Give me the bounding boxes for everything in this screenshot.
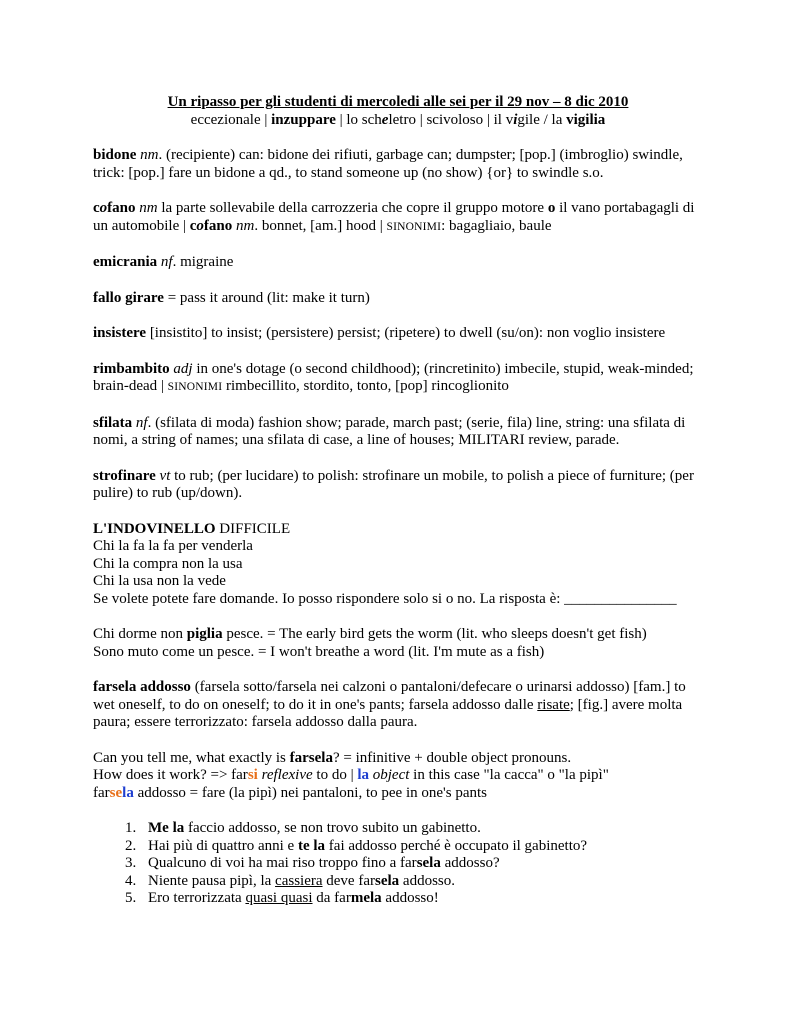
entry-term: farsela addosso bbox=[93, 679, 191, 695]
object-pronoun-highlight: la bbox=[122, 784, 134, 801]
entry-pos: vt bbox=[155, 467, 171, 484]
example-text: Hai più di quattro anni e bbox=[148, 837, 298, 854]
document-subtitle bbox=[93, 112, 703, 130]
example-text: Ero terrorizzata bbox=[148, 890, 246, 906]
explanation-line bbox=[93, 750, 703, 768]
example-pronoun: sela bbox=[416, 855, 441, 871]
entry-definition: il vano portabagagli di un automobile | bbox=[93, 200, 695, 234]
entry-term: fallo girare bbox=[93, 289, 164, 306]
entry-sfilata bbox=[93, 415, 703, 450]
underlined-word: risate bbox=[537, 696, 570, 713]
subtitle-text: eccezionale | bbox=[190, 111, 272, 128]
entry-emicrania bbox=[93, 254, 703, 272]
subtitle-stress-letter: e bbox=[381, 111, 389, 128]
entry-definition: in one's dotage (o second childhood); (rincretinito) imbecile, stupid, weak-minded; brain-dead | bbox=[93, 360, 694, 394]
proverb-keyword: piglia bbox=[186, 626, 223, 642]
proverbs-section bbox=[93, 626, 703, 661]
riddle-title bbox=[93, 521, 703, 539]
entry-term: insistere bbox=[93, 325, 147, 341]
example-text: addosso? bbox=[440, 855, 500, 871]
entry-bidone bbox=[93, 147, 703, 182]
riddle-line: Chi la fa la fa per venderla bbox=[93, 538, 253, 554]
explanation-text: in this case "la cacca" o "la pipì" bbox=[409, 767, 609, 783]
entry-farsela-addosso bbox=[93, 679, 703, 732]
entry-definition: (farsela sotto/farsela nei calzoni o pantaloni/defecare o urinarsi addosso) [fam.] to wet oneself, to do on oneself; to do it in one's pants; farsela addosso dalle bbox=[93, 679, 686, 713]
reflexive-pronoun-highlight: si bbox=[247, 767, 258, 783]
entry-pos: adj bbox=[169, 360, 193, 377]
example-text: deve far bbox=[322, 872, 375, 889]
example-pronoun: te la bbox=[297, 837, 326, 854]
underlined-word: cassiera bbox=[275, 872, 323, 889]
entry-insistere bbox=[93, 325, 703, 343]
proverb-line: Sono muto come un pesce. = I won't breathe a word (lit. I'm mute as a fish) bbox=[93, 643, 545, 660]
riddle-line: Chi la usa non la vede bbox=[93, 573, 226, 589]
reflexive-pronoun-highlight: se bbox=[109, 784, 123, 801]
entry-definition: to rub; (per lucidare) to polish: strofinare un mobile, to polish a piece of furniture; (per pulire) to rub (up/down). bbox=[93, 467, 694, 501]
example-text: Niente pausa pipì, la bbox=[148, 872, 276, 889]
list-item bbox=[140, 873, 703, 891]
entry-pos: nf bbox=[157, 254, 173, 270]
example-text: addosso! bbox=[381, 890, 439, 906]
example-text: addosso. bbox=[399, 872, 455, 889]
proverb-text: pesce. = The early bird gets the worm (lit. who sleeps doesn't get fish) bbox=[222, 626, 647, 642]
entry-definition: rimbecillito, stordito, tonto, [pop] rincoglionito bbox=[222, 378, 509, 394]
entry-definition: = pass it around (lit: make it turn) bbox=[163, 289, 370, 306]
entry-definition: . (sfilata di moda) fashion show; parade, march past; (serie, fila) line, string: una sfilata di nomi, a string of names; una sfilata di case, a line of houses; MILITARI review, parade. bbox=[93, 414, 686, 448]
synonyms-label: SINONIMI bbox=[386, 220, 442, 233]
entry-fallo-girare bbox=[93, 290, 703, 308]
subtitle-text: letro | scivoloso | il v bbox=[388, 111, 514, 128]
example-pronoun: mela bbox=[350, 890, 382, 906]
explanation-text: How does it work? => far bbox=[93, 767, 248, 783]
subtitle-text: | lo sch bbox=[335, 111, 382, 128]
entry-term-stress: o bbox=[99, 200, 108, 216]
document-title: Un ripasso per gli studenti di mercoledi alle sei per il 29 nov – 8 dic 2010 bbox=[167, 94, 629, 110]
subtitle-text: gile / la bbox=[517, 111, 567, 128]
entry-term: fano bbox=[203, 217, 233, 234]
example-text: fai addosso perché è occupato il gabinetto? bbox=[325, 837, 588, 854]
explanation-line bbox=[93, 767, 703, 785]
explanation-italic: reflexive bbox=[257, 767, 313, 783]
entry-pos: nm bbox=[136, 147, 159, 163]
entry-term: bidone bbox=[93, 147, 137, 163]
proverb-text: Chi dorme non bbox=[93, 626, 187, 642]
entry-term-stress: o bbox=[196, 217, 204, 234]
entry-term: sfilata bbox=[93, 414, 133, 431]
subtitle-word-bold: vigilia bbox=[566, 111, 606, 128]
entry-definition: . migraine bbox=[172, 254, 234, 270]
document-page bbox=[93, 94, 703, 908]
object-pronoun-highlight: la bbox=[357, 767, 369, 783]
example-text: faccio addosso, se non trovo subito un gabinetto. bbox=[184, 820, 481, 836]
riddle-question-line: Se volete potete fare domande. Io posso rispondere solo si o no. La risposta è: _______________ bbox=[93, 590, 677, 607]
entry-pos: nm bbox=[232, 217, 255, 234]
entry-definition: : bagagliaio, baule bbox=[441, 217, 552, 234]
riddle-line: Chi la compra non la usa bbox=[93, 555, 243, 572]
entry-strofinare bbox=[93, 468, 703, 503]
example-text: da far bbox=[312, 890, 351, 906]
entry-definition: la parte sollevabile della carrozzeria che copre il gruppo motore bbox=[157, 200, 548, 216]
list-item bbox=[140, 855, 703, 873]
entry-definition: ; [fig.] avere molta paura; essere terrorizzato: farsela addosso dalla paura. bbox=[93, 696, 683, 730]
entry-term: strofinare bbox=[93, 467, 156, 484]
riddle-title-bold: L'INDOVINELLO bbox=[93, 520, 216, 537]
example-text: Qualcuno di voi ha mai riso troppo fino a far bbox=[148, 855, 417, 871]
synonyms-label: SINONIMI bbox=[167, 381, 223, 393]
explanation-text: far bbox=[93, 784, 110, 801]
entry-term: c bbox=[93, 200, 100, 216]
entry-term: rimbambito bbox=[93, 360, 170, 377]
subtitle-stress-letter: i bbox=[513, 111, 518, 128]
entry-pos: nm bbox=[135, 200, 158, 216]
subtitle-word-bold: inzuppare bbox=[271, 111, 336, 128]
explanation-text: ? = infinitive + double object pronouns. bbox=[332, 749, 572, 766]
explanation-keyword: farsela bbox=[289, 749, 333, 766]
entry-definition: . bonnet, [am.] hood | bbox=[254, 217, 387, 234]
entry-conjunction: o bbox=[547, 200, 556, 216]
entry-definition: . (recipiente) can: bidone dei rifiuti, garbage can; dumpster; [pop.] (imbroglio) swindle, trick: [pop.] fare un bidone a qd., to stand someone up (no show) {or} to swindle s.o. bbox=[93, 147, 683, 181]
list-item bbox=[140, 838, 703, 856]
example-pronoun: Me la bbox=[148, 820, 185, 836]
entry-term: fano bbox=[107, 200, 136, 216]
entry-definition: [insistito] to insist; (persistere) persist; (ripetere) to dwell (su/on): non voglio insistere bbox=[146, 325, 666, 341]
explanation-line bbox=[93, 785, 703, 803]
riddle-title-rest: DIFFICILE bbox=[215, 520, 291, 537]
explanation-text: Can you tell me, what exactly is bbox=[93, 749, 290, 766]
explanation-italic: object bbox=[369, 767, 410, 783]
examples-list bbox=[93, 820, 703, 908]
explanation-text: to do | bbox=[312, 767, 358, 783]
entry-cofano bbox=[93, 200, 703, 236]
entry-term: c bbox=[189, 217, 197, 234]
riddle-section bbox=[93, 521, 703, 609]
list-item bbox=[140, 890, 703, 908]
explanation-section bbox=[93, 750, 703, 803]
list-item bbox=[140, 820, 703, 838]
explanation-text: addosso = fare (la pipì) nei pantaloni, to pee in one's pants bbox=[133, 784, 487, 801]
proverb-line bbox=[93, 626, 703, 644]
underlined-word: quasi quasi bbox=[245, 890, 313, 906]
entry-term: emicrania bbox=[93, 254, 158, 270]
entry-rimbambito bbox=[93, 361, 703, 397]
entry-pos: nf bbox=[132, 414, 148, 431]
example-pronoun: sela bbox=[374, 872, 400, 889]
